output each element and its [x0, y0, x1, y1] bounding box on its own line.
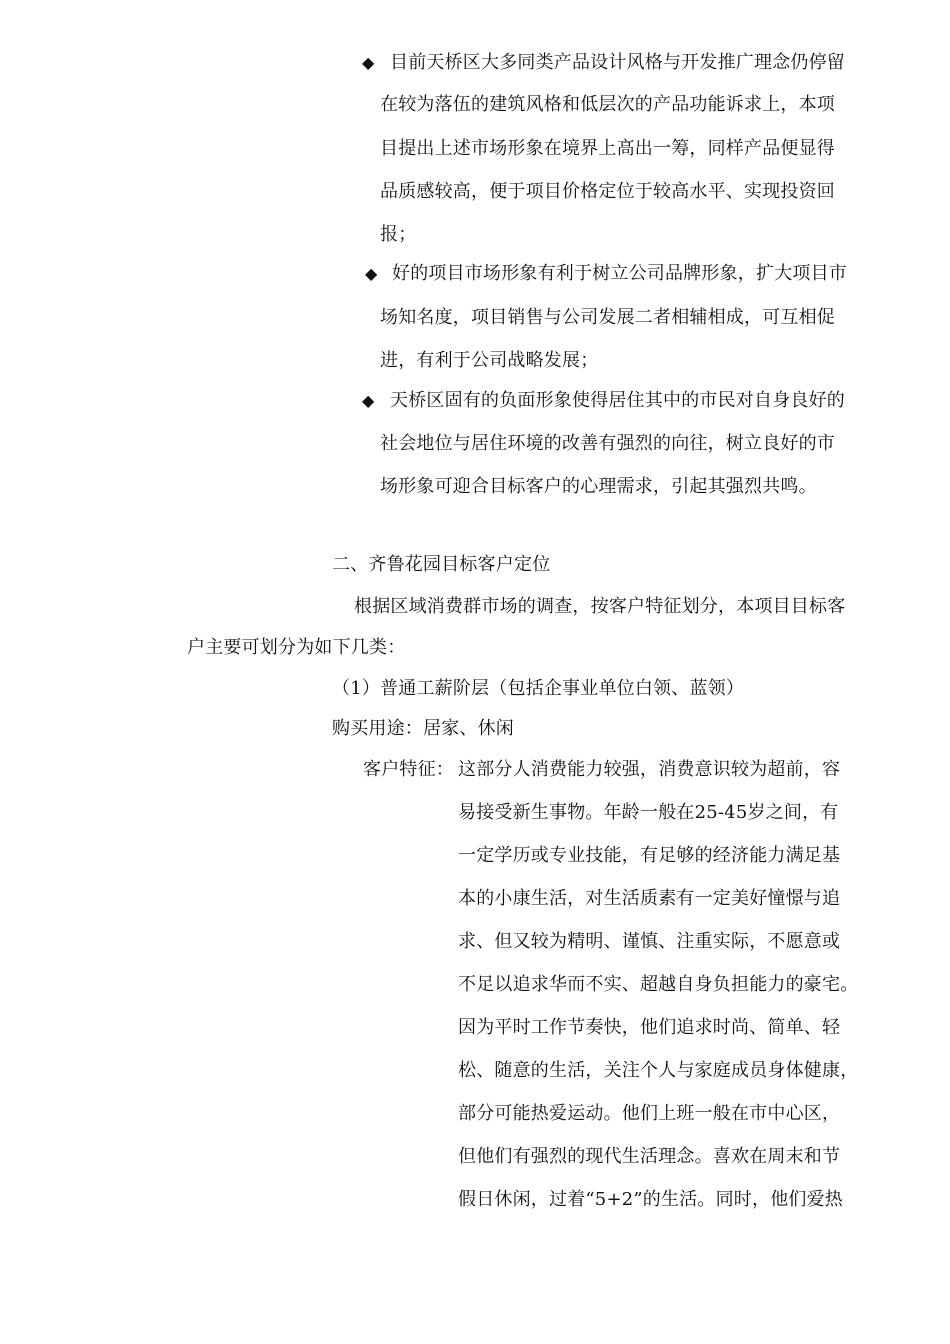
- features-line-4: 本的小康生活，对生活质素有一定美好憧憬与追: [458, 888, 841, 909]
- bullet-diamond-icon: ◆: [365, 264, 378, 283]
- bullet-3-line-1: 天桥区固有的负面形象使得居住其中的市民对自身良好的: [390, 390, 845, 411]
- features-label: 客户特征：: [363, 759, 454, 780]
- features-line-9: 部分可能热爱运动。他们上班一般在市中心区，: [458, 1103, 841, 1124]
- category-title: （1）普通工薪阶层（包括企事业单位白领、蓝领）: [332, 678, 745, 699]
- features-line-10: 但他们有强烈的现代生活理念。喜欢在周末和节: [458, 1146, 841, 1167]
- bullet-1-line-5: 报；: [380, 224, 417, 245]
- section-heading: 二、齐鲁花园目标客户定位: [332, 554, 551, 575]
- features-line-5: 求、但又较为精明、谨慎、注重实际，不愿意或: [458, 931, 841, 952]
- features-line-7: 因为平时工作节奏快，他们追求时尚、简单、轻: [458, 1017, 841, 1038]
- intro-line-1: 根据区域消费群市场的调查，按客户特征划分，本项目目标客: [354, 596, 846, 617]
- features-line-6: 不足以追求华而不实、超越自身负担能力的豪宅。: [458, 974, 859, 995]
- features-line-8: 松、随意的生活，关注个人与家庭成员身体健康，: [458, 1060, 859, 1081]
- features-line-3: 一定学历或专业技能，有足够的经济能力满足基: [458, 845, 841, 866]
- features-line-11: 假日休闲，过着“5+2”的生活。同时，他们爱热: [458, 1189, 843, 1210]
- bullet-diamond-icon: ◆: [362, 391, 375, 410]
- bullet-1-line-1: 目前天桥区大多同类产品设计风格与开发推广理念仍停留: [390, 52, 845, 73]
- bullet-3-line-3: 场形象可迎合目标客户的心理需求，引起其强烈共鸣。: [380, 476, 817, 497]
- features-line-1: 这部分人消费能力较强，消费意识较为超前，容: [458, 759, 841, 780]
- intro-line-2: 户主要可划分为如下几类：: [187, 637, 406, 658]
- bullet-1-line-3: 目提出上述市场形象在境界上高出一筹，同样产品便显得: [380, 138, 835, 159]
- bullet-3-line-2: 社会地位与居住环境的改善有强烈的向往，树立良好的市: [380, 433, 835, 454]
- bullet-2-line-1: 好的项目市场形象有利于树立公司品牌形象，扩大项目市: [392, 263, 847, 284]
- features-line-2: 易接受新生事物。年龄一般在25-45岁之间，有: [458, 802, 839, 823]
- bullet-2-line-2: 场知名度，项目销售与公司发展二者相辅相成，可互相促: [380, 307, 835, 328]
- bullet-1-line-4: 品质感较高，便于项目价格定位于较高水平、实现投资回: [380, 181, 835, 202]
- bullet-2-line-3: 进，有利于公司战略发展；: [380, 350, 599, 371]
- bullet-diamond-icon: ◆: [362, 53, 375, 72]
- bullet-1-line-2: 在较为落伍的建筑风格和低层次的产品功能诉求上，本项: [380, 94, 835, 115]
- purchase-use: 购买用途：居家、休闲: [332, 718, 514, 739]
